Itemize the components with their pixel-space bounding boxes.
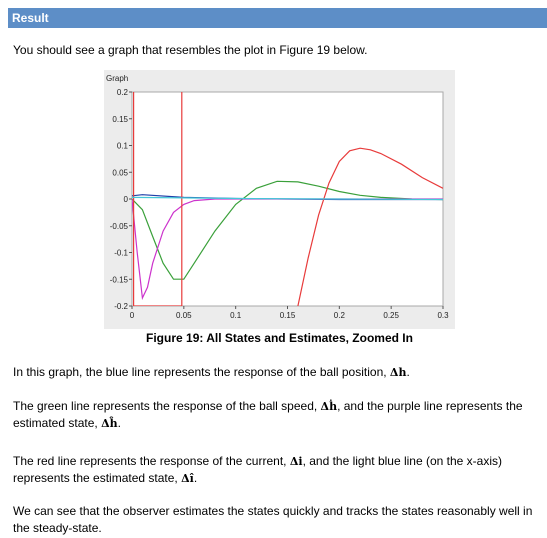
- chart-title: Graph: [106, 74, 129, 83]
- paragraph-green-text: The green line represents the response of the ball speed,: [13, 399, 318, 413]
- x-tick-label: 0.1: [230, 311, 242, 320]
- y-tick-label: 0.05: [112, 168, 128, 178]
- x-tick-label: 0.2: [333, 311, 345, 320]
- paragraph-lightblue-text: , and the light blue line (on the x-axis) represents the estimated state,: [13, 454, 503, 485]
- paragraph-red-text: The red line represents the response of the current,: [13, 454, 287, 468]
- paragraph-green-purple: The green line represents the response of the ball speed, Δḣ, and the purple line represents the estimated state, Δĥ.: [13, 399, 523, 430]
- x-tick-label: 0.3: [437, 311, 449, 320]
- y-tick-label: -0.15: [109, 275, 128, 285]
- result-header-title: Result: [12, 11, 49, 25]
- y-tick-label: 0.15: [112, 114, 128, 124]
- intro-text: You should see a graph that resembles the plot in Figure 19 below.: [13, 43, 368, 57]
- x-tick-label: 0.25: [383, 311, 399, 320]
- delta-i-hat-symbol: Δî: [181, 472, 194, 485]
- paragraph-conclusion: We can see that the observer estimates the states quickly and tracks the states reasonably well in the steady-state.: [13, 504, 533, 535]
- paragraph-blue-line: In this graph, the blue line represents the response of the ball position, Δh.: [13, 365, 410, 379]
- chart-svg: [104, 70, 455, 329]
- delta-h-hat-symbol: Δĥ: [101, 417, 118, 430]
- x-tick-label: 0: [129, 311, 135, 320]
- figure-19: [104, 70, 455, 329]
- delta-h-symbol: Δh: [389, 366, 407, 379]
- delta-i-symbol: Δi: [289, 455, 303, 468]
- paragraph-blue-text: In this graph, the blue line represents the response of the ball position,: [13, 365, 387, 379]
- y-tick-label: -0.2: [114, 302, 128, 311]
- figure-caption: Figure 19: All States and Estimates, Zoomed In: [146, 331, 413, 345]
- y-tick-label: 0.1: [116, 141, 128, 151]
- paragraph-purple-text: , and the purple line represents the estimated state,: [13, 399, 523, 430]
- result-header: [8, 8, 547, 28]
- paragraph-red-lightblue: The red line represents the response of the current, Δi, and the light blue line (on the x-axis) represents the estimated state, Δî.: [13, 454, 503, 485]
- delta-h-dot-symbol: Δḣ: [320, 400, 338, 413]
- plot-area: [110, 88, 449, 320]
- x-tick-label: 0.15: [279, 311, 296, 320]
- x-tick-label: 0.05: [176, 311, 192, 320]
- y-tick-label: 0.2: [116, 88, 128, 97]
- y-tick-label: 0: [123, 195, 128, 204]
- y-tick-label: -0.05: [109, 221, 128, 231]
- y-tick-label: -0.1: [114, 248, 128, 258]
